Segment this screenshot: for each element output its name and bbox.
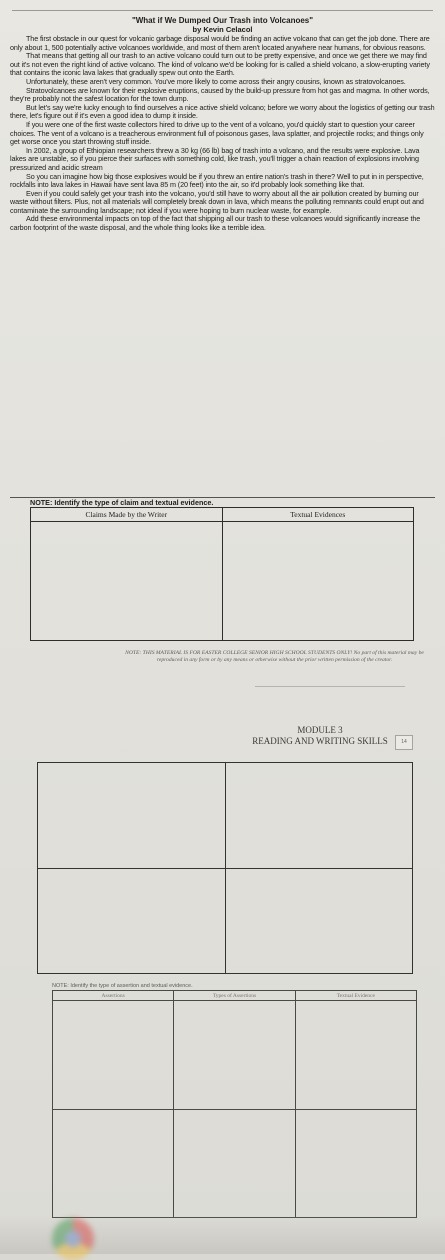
top-rule (12, 10, 433, 11)
paragraph: In 2002, a group of Ethiopian researchers threw a 30 kg (66 lb) bag of trash into a volcano, and the results were explosive. Lava lakes are unstable, so if you pierce their surfaces with something cold, like trash, you'll trigger a chain reaction of explosions involving pressurized and acidic stream (10, 145, 420, 172)
assertion-evidence-cell[interactable] (295, 1001, 416, 1110)
assertion-evidence-cell[interactable] (295, 1109, 416, 1218)
textual-evidence-header: Textual Evidence (295, 991, 416, 1001)
assertion-cell[interactable] (53, 1001, 174, 1110)
page-number-box: 14 (395, 735, 413, 750)
assertions-header: Assertions (53, 991, 174, 1001)
paragraph: If you were one of the first waste collectors hired to drive up to the vent of a volcano, you'd quickly start to question your career choices. The vent of a volcano is a treacherous environment full of poisonous gases, lava splatter, and projectile rocks; and things only get worse once you start throwing stuff inside. (10, 119, 424, 147)
paragraph: That means that getting all our trash to an active volcano could turn out to be pretty expensive, and once we get there we may find out it's not even the right kind of active volcano. The kind of volcano we'd be looking for is called a shield volcano, a slow-erupting variety that contains the iconic lava lakes that gradually spew out onto the Earth. (10, 51, 430, 78)
paragraph: Unfortunately, these aren't very common. You've more likely to come across their angry cousins, known as stratovolcanoes. (26, 76, 406, 86)
assertion-cell[interactable] (53, 1109, 174, 1218)
worksheet-instruction: NOTE: Identify the type of claim and textual evidence. (30, 498, 214, 507)
paragraph: Add these environmental impacts on top of the fact that shipping all our trash to these volcanoes would significantly increase the carbon footprint of the waste disposal, and the whole thing looks like a terrible idea. (10, 214, 421, 233)
module-number: MODULE 3 (297, 725, 343, 735)
paragraph: But let's say we're lucky enough to find ourselves a nice active shield volcano; before we worry about the logistics of getting our trash there, let's figure out if it's even a good idea to dump it inside. (10, 102, 435, 121)
grid-cell[interactable] (225, 763, 413, 869)
footer-rule (255, 686, 405, 687)
grid-cell[interactable] (225, 868, 413, 974)
assertion-type-cell[interactable] (174, 1001, 295, 1110)
paragraph: Even if you could safely get your trash into the volcano, you'd still have to worry about all the air pollution created by burning our waste without filters. Plus, not all materials will completely break down in lava, which means the polluting remnants could erupt out and contaminate the surrounding landscape; not ideal if you were hoping to burn nuclear waste, for example. (10, 188, 424, 215)
assertion-types-header: Types of Assertions (174, 991, 295, 1001)
evidence-header: Textual Evidences (222, 508, 414, 522)
claims-table (30, 507, 414, 641)
article-body (10, 35, 435, 233)
claims-cell[interactable] (31, 522, 223, 641)
module-subject: READING AND WRITING SKILLS (252, 736, 388, 746)
grid-cell[interactable] (38, 868, 226, 974)
assertions-table (52, 990, 417, 1218)
copyright-disclaimer: NOTE: THIS MATERIAL IS FOR EASTER COLLEGE SENIOR HIGH SCHOOL STUDENTS ONLY! No part of this material may be reproduced in any form or by any means or otherwise without the prior written permission of the creator. (125, 650, 424, 663)
paragraph: So you can imagine how big those explosives would be if you threw an entire nation's trash in there? Well to put in in perspective, rockfalls into lava lakes in Hawaii have sent lava 85 m (20 feet) into the air, so it'd probably look something like that. (10, 171, 424, 190)
assertion-type-cell[interactable] (174, 1109, 295, 1218)
grid-cell[interactable] (38, 763, 226, 869)
paragraph: Stratovolcanoes are known for their explosive eruptions, caused by the build-up pressure from hot gas and magma. In other words, they're probably not the safest location for the town dump. (10, 85, 430, 104)
back-page-instruction: NOTE: Identify the type of assertion and textual evidence. (52, 983, 193, 989)
evidence-cell[interactable] (222, 522, 414, 641)
claims-header: Claims Made by the Writer (31, 508, 223, 522)
paragraph: The first obstacle in our quest for volcanic garbage disposal would be finding an active volcano that can get the job done. There are only about 1, 500 potentially active volcanoes worldwide, and most of them aren't located anywhere near humans, for obvious reasons. (10, 34, 430, 52)
answer-grid (37, 762, 413, 974)
article-title: "What if We Dumped Our Trash into Volcanoes" (131, 16, 314, 25)
article-author: by Kevin Celacol (192, 25, 253, 34)
